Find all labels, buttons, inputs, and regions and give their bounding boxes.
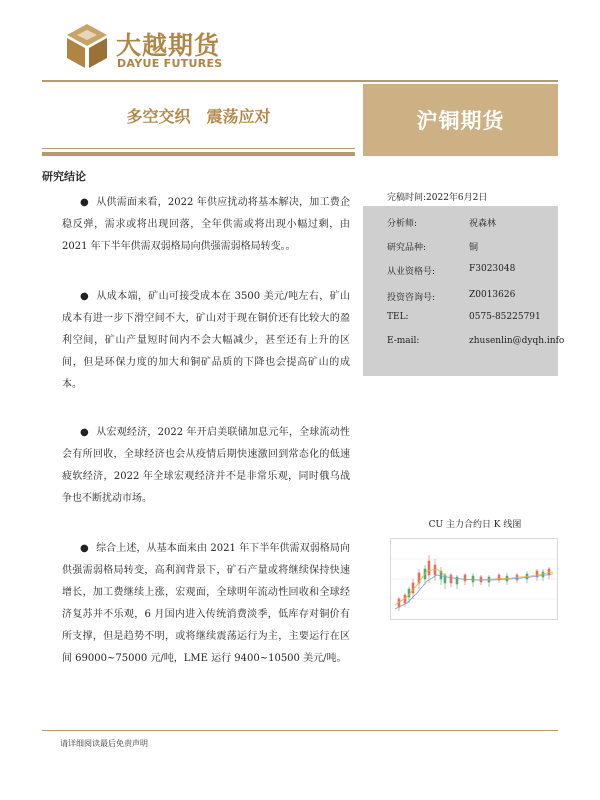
info-value: 铜 bbox=[469, 243, 479, 253]
paragraph-supply-demand bbox=[62, 192, 350, 258]
paragraph-cost bbox=[62, 286, 350, 396]
info-key: 从业资格号: bbox=[387, 267, 436, 277]
research-conclusions bbox=[62, 192, 350, 698]
kline-chart-thumbnail bbox=[391, 539, 557, 619]
info-value: Z0013626 bbox=[469, 290, 516, 300]
analyst-info-box bbox=[363, 206, 565, 376]
logo-mark-icon bbox=[64, 22, 110, 70]
kline-chart-image bbox=[390, 538, 558, 620]
chart-title: CU 主力合约日 K 线图 bbox=[428, 520, 522, 530]
subtitle-rule-thin bbox=[42, 148, 355, 149]
completion-date: 完稿时间:2022年6月2日 bbox=[387, 193, 488, 203]
bullet-icon: ● bbox=[80, 291, 89, 302]
info-value: 0575-85225791 bbox=[469, 312, 541, 322]
paragraph-macro bbox=[62, 422, 350, 510]
info-value: 祝森林 bbox=[469, 219, 497, 229]
info-value: zhusenlin@dyqh.info bbox=[469, 336, 565, 346]
info-value: F3023048 bbox=[469, 264, 516, 274]
logo-name-cn: 大越期货 bbox=[116, 31, 221, 60]
paragraph-summary bbox=[62, 538, 350, 670]
header-rule bbox=[42, 80, 558, 82]
paragraph-text: 综合上述，从基本面来由 2021 年下半年供需双弱格局向供强需弱格局转变，高利润背景下，矿石产量或将继续保持快速增长，加工费继续上涨，宏观面，全球明年流动性回收和全球经济复苏并不乐观，6 月国内进入传统消费淡季，低库存对铜价有所支撑，但是趋势不明，或将继续震荡运行为主，主要运行在区间 69000~75000 元/吨，LME 运行 9400~10500 美元/吨。 bbox=[62, 543, 350, 664]
bullet-icon: ● bbox=[80, 427, 89, 438]
logo-name-en: DAYUE FUTURES bbox=[117, 57, 223, 70]
footer-rule bbox=[42, 730, 558, 731]
paragraph-text: 从宏观经济，2022 年开启美联储加息元年，全球流动性会有所回收，全球经济也会从疫情后期快速激回到常态化的低速疲软经济，2022 年全球宏观经济并不是非常乐观，同时俄乌战争也不断扰动市场。 bbox=[62, 427, 350, 504]
section-heading: 研究结论 bbox=[42, 170, 86, 183]
bullet-icon: ● bbox=[80, 543, 89, 554]
paragraph-text: 从供需面来看，2022 年供应扰动将基本解决，加工费企稳反弹，需求或将出现回落，全年供需或将出现小幅过剩，由 2021 年下半年供需双弱格局向供强需弱格局转变。。 bbox=[62, 197, 350, 252]
bullet-icon: ● bbox=[80, 197, 89, 208]
report-subtitle: 多空交织 震荡应对 bbox=[126, 107, 271, 126]
product-title: 沪铜期货 bbox=[416, 109, 505, 133]
disclaimer-note: 请详细阅读最后免责声明 bbox=[60, 739, 148, 748]
info-key: TEL: bbox=[387, 312, 409, 322]
info-key: 研究品种: bbox=[387, 243, 427, 253]
info-key: 分析师: bbox=[387, 219, 418, 229]
product-title-box bbox=[363, 84, 558, 156]
paragraph-text: 从成本端，矿山可接受成本在 3500 美元/吨左右，矿山成本有进一步下滑空间不大，矿山对于现在铜价还有比较大的盈利空间，矿山产量短时间内不会大幅减少，甚至还有上升的区间，但是环保力度的加大和铜矿品质的下降也会提高矿山的成本。 bbox=[62, 291, 350, 390]
info-key: E-mail: bbox=[387, 336, 420, 346]
subtitle-rule-thick bbox=[42, 152, 355, 156]
info-key: 投资咨询号: bbox=[387, 293, 436, 303]
company-logo bbox=[64, 22, 244, 74]
